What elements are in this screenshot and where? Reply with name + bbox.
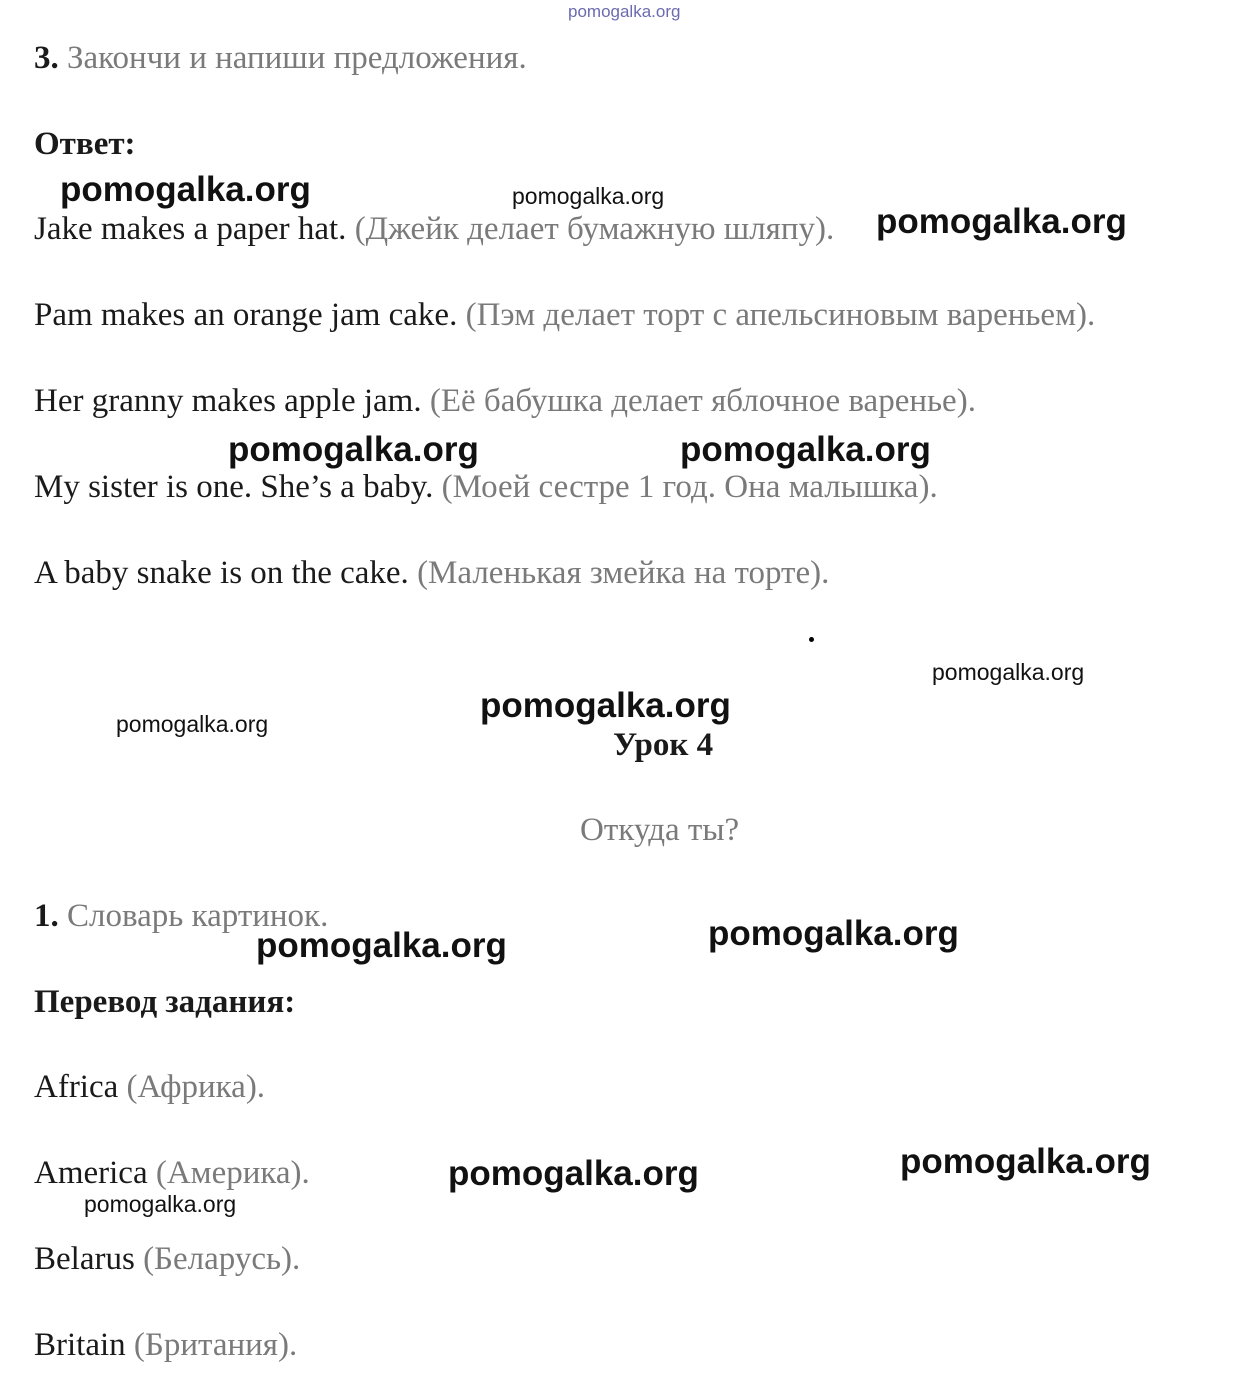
translation-label: Перевод задания: (34, 984, 296, 1020)
sentence-ru: (Пэм делает торт с апельсиновым вареньем). (465, 297, 1096, 333)
watermark: pomogalka.org (228, 430, 479, 469)
word-ru: (Америка). (155, 1155, 310, 1191)
word-en: Belarus (34, 1241, 135, 1277)
word-en: Britain (34, 1327, 126, 1363)
top-watermark: pomogalka.org (568, 2, 681, 21)
watermark: pomogalka.org (900, 1142, 1151, 1181)
word-ru: (Британия). (133, 1327, 298, 1363)
sentence-en: A baby snake is on the cake. (34, 555, 409, 591)
sentence-en: My sister is one. She’s a baby. (34, 469, 434, 505)
watermark: pomogalka.org (680, 430, 931, 469)
watermark: pomogalka.org (448, 1154, 699, 1193)
word-row (34, 1243, 300, 1276)
word-en: America (34, 1155, 148, 1191)
answer-label: Ответ: (34, 126, 136, 162)
watermark: pomogalka.org (480, 686, 731, 725)
sentence-ru: (Её бабушка делает яблочное варенье). (429, 383, 976, 419)
watermark: pomogalka.org (116, 711, 269, 737)
sentence-row (34, 557, 829, 590)
sentence-en: Her granny makes apple jam. (34, 383, 422, 419)
word-ru: (Беларусь). (143, 1241, 301, 1277)
watermark: pomogalka.org (84, 1191, 237, 1217)
watermark: pomogalka.org (708, 914, 959, 953)
sentence-row (34, 213, 834, 246)
stray-dot (809, 637, 814, 642)
word-en: Africa (34, 1069, 119, 1105)
sentence-row (34, 385, 976, 418)
watermark: pomogalka.org (512, 183, 665, 209)
sentence-ru: (Маленькая змейка на торте). (417, 555, 830, 591)
task-3-heading (34, 42, 527, 75)
word-row (34, 1157, 310, 1190)
lesson-title: Урок 4 (613, 727, 714, 763)
sentence-en: Jake makes a paper hat. (34, 211, 347, 247)
sentence-row (34, 299, 1095, 332)
task-text: Словарь картинок. (67, 898, 329, 934)
sentence-ru: (Моей сестре 1 год. Она малышка). (441, 469, 938, 505)
sentence-row (34, 471, 938, 504)
watermark: pomogalka.org (256, 926, 507, 965)
task-number: 3. (34, 40, 59, 76)
watermark: pomogalka.org (876, 202, 1127, 241)
watermark: pomogalka.org (60, 170, 311, 209)
watermark: pomogalka.org (932, 659, 1085, 685)
sentence-ru: (Джейк делает бумажную шляпу). (354, 211, 835, 247)
lesson-subtitle: Откуда ты? (580, 812, 740, 848)
word-row (34, 1329, 297, 1362)
word-row (34, 1071, 265, 1104)
task-text: Закончи и напиши предложения. (67, 40, 527, 76)
task-number: 1. (34, 898, 59, 934)
sentence-en: Pam makes an orange jam cake. (34, 297, 458, 333)
word-ru: (Африка). (126, 1069, 266, 1105)
